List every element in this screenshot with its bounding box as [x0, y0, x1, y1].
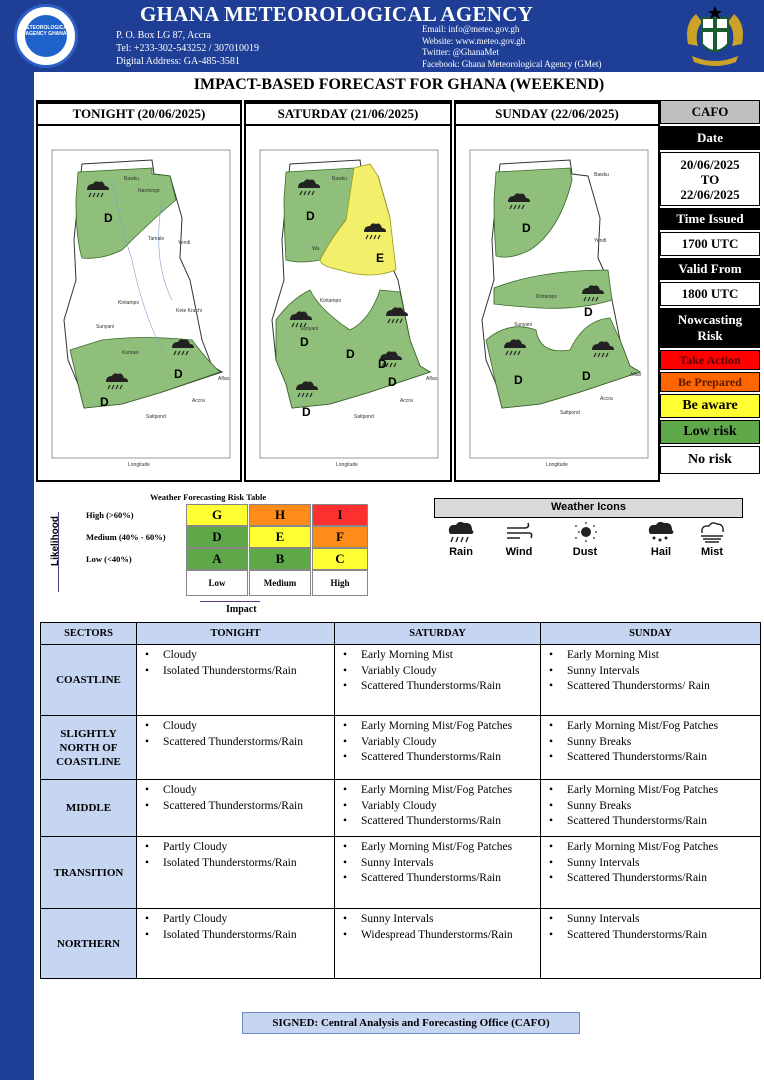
- list-item: • Variably Cloudy: [339, 799, 540, 815]
- list-item: • Scattered Thunderstorms/Rain: [545, 871, 760, 887]
- list-item: • Sunny Intervals: [339, 856, 540, 872]
- contact-online: [422, 24, 601, 70]
- risk-matrix-title: Weather Forecasting Risk Table: [150, 492, 267, 502]
- list-item: • Isolated Thunderstorms/Rain: [141, 856, 334, 872]
- place-label: Sunyani: [514, 322, 533, 328]
- saturday-cell: [335, 780, 541, 837]
- list-item: • Scattered Thunderstorms/Rain: [141, 799, 334, 815]
- zone-label: D: [582, 369, 591, 383]
- zone-label: D: [522, 221, 531, 235]
- legend-rain-label: Rain: [449, 546, 473, 558]
- legend-mist-label: Mist: [701, 546, 723, 558]
- list-item: • Early Morning Mist/Fog Patches: [545, 783, 760, 799]
- place-label: Kete Krachi: [176, 308, 202, 314]
- dust-icon: [570, 520, 600, 544]
- col-header-sectors: SECTORS: [41, 623, 137, 645]
- saturday-cell: [335, 716, 541, 780]
- digital-address: Digital Address: GA-485-3581: [116, 56, 240, 67]
- sector-forecast-table: [40, 622, 761, 979]
- place-label: Accra: [600, 396, 613, 402]
- place-label: Kintampo: [118, 300, 140, 306]
- row-label-medium: Medium (40% - 60%): [86, 532, 166, 542]
- list-item: • Sunny Intervals: [545, 856, 760, 872]
- zone-label: D: [104, 211, 113, 225]
- map-saturday: [250, 140, 446, 470]
- sector-name: NORTHERN: [41, 909, 137, 979]
- sector-name: COASTLINE: [41, 645, 137, 716]
- risk-cell-c: C: [312, 548, 368, 570]
- list-item: • Scattered Thunderstorms/Rain: [141, 735, 334, 751]
- list-item: • Scattered Thunderstorms/Rain: [339, 679, 540, 695]
- sunday-cell: [541, 780, 761, 837]
- saturday-cell: [335, 837, 541, 909]
- list-item: • Scattered Thunderstorms/Rain: [545, 928, 760, 944]
- place-label: Sunyani: [96, 324, 115, 330]
- facebook: Facebook: Ghana Meteorological Agency (GMet): [422, 58, 602, 69]
- tonight-cell: [137, 645, 335, 716]
- list-item: • Cloudy: [141, 783, 334, 799]
- risk-cell-e: E: [249, 526, 311, 548]
- mist-icon: [697, 520, 727, 544]
- saturday-cell: [335, 909, 541, 979]
- wind-icon: [504, 520, 534, 544]
- place-label: Accra: [192, 398, 205, 404]
- risk-take-action: Take Action: [660, 350, 760, 370]
- website: Website: www.meteo.gov.gh: [422, 35, 526, 46]
- col-header-sunday: SUNDAY: [541, 623, 761, 645]
- row-label-low: Low (<40%): [86, 554, 132, 564]
- legend-mist: [687, 520, 737, 558]
- list-item: • Cloudy: [141, 719, 334, 735]
- place-label: Kintampo: [320, 298, 342, 304]
- impact-axis: [200, 601, 260, 602]
- panel-title-saturday: SATURDAY (21/06/2025): [244, 102, 452, 126]
- list-item: • Cloudy: [141, 648, 334, 664]
- place-label: Aflao: [426, 376, 438, 382]
- risk-cell-d: D: [186, 526, 248, 548]
- list-item: • Scattered Thunderstorms/Rain: [339, 871, 540, 887]
- signature-footer: SIGNED: Central Analysis and Forecasting Office (CAFO): [242, 1012, 580, 1034]
- impact-high: High: [312, 570, 368, 596]
- list-item: • Sunny Breaks: [545, 735, 760, 751]
- list-item: • Sunny Intervals: [545, 912, 760, 928]
- po-box: P. O. Box LG 87, Accra: [116, 30, 211, 41]
- risk-cell-g: G: [186, 504, 248, 526]
- list-item: • Partly Cloudy: [141, 912, 334, 928]
- legend-hail: [636, 520, 686, 558]
- zone-label: D: [302, 405, 311, 419]
- place-label: Yendi: [178, 240, 191, 246]
- row-label-high: High (>60%): [86, 510, 134, 520]
- sector-name: MIDDLE: [41, 780, 137, 837]
- risk-cell-b: B: [249, 548, 311, 570]
- cafo-info-column: [660, 100, 760, 474]
- nowcasting-risk-label: Nowcasting Risk: [660, 308, 760, 348]
- axis-label: Longitude: [128, 462, 150, 468]
- axis-label: Longitude: [546, 462, 568, 468]
- axis-label: Longitude: [336, 462, 358, 468]
- place-label: Saltpond: [146, 414, 166, 420]
- place-label: Aflao: [630, 372, 642, 378]
- impact-medium: Medium: [249, 570, 311, 596]
- zone-label: D: [584, 305, 593, 319]
- list-item: • Partly Cloudy: [141, 840, 334, 856]
- sunday-cell: [541, 716, 761, 780]
- hail-icon: [646, 520, 676, 544]
- legend-wind: [494, 520, 544, 558]
- list-item: • Sunny Intervals: [339, 912, 540, 928]
- list-item: • Early Morning Mist: [545, 648, 760, 664]
- list-item: • Early Morning Mist/Fog Patches: [339, 719, 540, 735]
- agency-name: GHANA METEOROLOGICAL AGENCY: [140, 2, 534, 26]
- list-item: • Early Morning Mist/Fog Patches: [545, 719, 760, 735]
- list-item: • Scattered Thunderstorms/Rain: [545, 750, 760, 766]
- impact-label: Impact: [226, 604, 257, 615]
- zone-label: D: [174, 367, 183, 381]
- likelihood-label: Likelihood: [50, 516, 61, 566]
- saturday-cell: [335, 645, 541, 716]
- legend-wind-label: Wind: [505, 546, 533, 558]
- list-item: • Scattered Thunderstorms/ Rain: [545, 679, 760, 695]
- place-label: Bawku: [124, 176, 140, 182]
- sunday-cell: [541, 645, 761, 716]
- list-item: • Sunny Intervals: [545, 664, 760, 680]
- zone-label: D: [388, 375, 397, 389]
- date-label: Date: [660, 126, 760, 150]
- twitter: Twitter: @GhanaMet: [422, 47, 499, 57]
- legend-hail-label: Hail: [650, 546, 672, 558]
- zone-label: D: [100, 395, 109, 409]
- zone-label: D: [300, 335, 309, 349]
- place-label: Sunyani: [300, 326, 319, 332]
- table-row: [41, 909, 761, 979]
- time-issued-label: Time Issued: [660, 208, 760, 230]
- zone-label: D: [346, 347, 355, 361]
- page-title: IMPACT-BASED FORECAST FOR GHANA (WEEKEND): [193, 76, 605, 93]
- list-item: • Sunny Breaks: [545, 799, 760, 815]
- table-row: [41, 780, 761, 837]
- zone-label: D: [306, 209, 315, 223]
- panel-title-sunday: SUNDAY (22/06/2025): [454, 102, 660, 126]
- time-issued-value: 1700 UTC: [660, 232, 760, 256]
- weather-icons-title: Weather Icons: [434, 498, 743, 518]
- valid-from-value: 1800 UTC: [660, 282, 760, 306]
- risk-none: No risk: [660, 446, 760, 474]
- valid-from-label: Valid From: [660, 258, 760, 280]
- table-row: [41, 837, 761, 909]
- date-from: 20/06/2025: [680, 156, 740, 172]
- sector-name: TRANSITION: [41, 837, 137, 909]
- tonight-cell: [137, 837, 335, 909]
- agency-header: [0, 0, 764, 72]
- place-label: Aflao: [218, 376, 230, 382]
- list-item: • Isolated Thunderstorms/Rain: [141, 664, 334, 680]
- tonight-cell: [137, 909, 335, 979]
- sunday-cell: [541, 837, 761, 909]
- col-header-tonight: TONIGHT: [137, 623, 335, 645]
- place-label: Kintampo: [536, 294, 558, 300]
- sector-name: SLIGHTLY NORTH OF COASTLINE: [41, 716, 137, 780]
- left-accent-bar: [0, 0, 34, 1080]
- email: Email: info@meteo.gov.gh: [422, 24, 520, 34]
- list-item: • Early Morning Mist/Fog Patches: [339, 783, 540, 799]
- legend-rain: [436, 520, 486, 558]
- place-label: Tamale: [148, 236, 165, 242]
- risk-cell-a: A: [186, 548, 248, 570]
- legend-dust: [560, 520, 610, 558]
- gmet-logo-text: METEOROLOGICAL AGENCY GHANA: [22, 25, 70, 37]
- place-label: Wa: [312, 246, 320, 252]
- table-row: [41, 645, 761, 716]
- impact-low: Low: [186, 570, 248, 596]
- rain-icon: [446, 520, 476, 544]
- zone-label: E: [376, 251, 385, 265]
- panel-title-tonight: TONIGHT (20/06/2025): [36, 102, 242, 126]
- list-item: • Widespread Thunderstorms/Rain: [339, 928, 540, 944]
- tonight-cell: [137, 716, 335, 780]
- place-label: Bawku: [594, 172, 610, 178]
- place-label: Saltpond: [560, 410, 580, 416]
- place-label: Kumasi: [122, 350, 139, 356]
- place-label: Navrongo: [138, 188, 160, 194]
- map-tonight: [42, 140, 238, 470]
- gmet-logo: [14, 4, 78, 68]
- col-header-saturday: SATURDAY: [335, 623, 541, 645]
- list-item: • Scattered Thunderstorms/Rain: [545, 814, 760, 830]
- list-item: • Early Morning Mist: [339, 648, 540, 664]
- risk-matrix: [50, 492, 382, 616]
- telephone: Tel: +233-302-543252 / 307010019: [116, 43, 259, 54]
- tonight-cell: [137, 780, 335, 837]
- cafo-header: CAFO: [660, 100, 760, 124]
- list-item: • Scattered Thunderstorms/Rain: [339, 750, 540, 766]
- list-item: • Isolated Thunderstorms/Rain: [141, 928, 334, 944]
- coat-of-arms-icon: [678, 4, 752, 68]
- table-row: [41, 716, 761, 780]
- place-label: Saltpond: [354, 414, 374, 420]
- contact-address: [116, 29, 259, 68]
- risk-cell-h: H: [249, 504, 311, 526]
- map-sunday: [460, 140, 656, 470]
- legend-dust-label: Dust: [572, 546, 598, 558]
- date-range: [660, 152, 760, 206]
- risk-low: Low risk: [660, 420, 760, 444]
- risk-be-prepared: Be Prepared: [660, 372, 760, 392]
- list-item: • Early Morning Mist/Fog Patches: [545, 840, 760, 856]
- place-label: Bawku: [332, 176, 348, 182]
- zone-label: D: [378, 357, 387, 371]
- place-label: Accra: [400, 398, 413, 404]
- date-to: 22/06/2025: [680, 186, 740, 202]
- date-to-word: TO: [700, 171, 720, 187]
- list-item: • Early Morning Mist/Fog Patches: [339, 840, 540, 856]
- sunday-cell: [541, 909, 761, 979]
- list-item: • Variably Cloudy: [339, 664, 540, 680]
- list-item: • Scattered Thunderstorms/Rain: [339, 814, 540, 830]
- risk-cell-f: F: [312, 526, 368, 548]
- list-item: • Variably Cloudy: [339, 735, 540, 751]
- zone-label: D: [514, 373, 523, 387]
- risk-cell-i: I: [312, 504, 368, 526]
- place-label: Yendi: [594, 238, 607, 244]
- risk-be-aware: Be aware: [660, 394, 760, 418]
